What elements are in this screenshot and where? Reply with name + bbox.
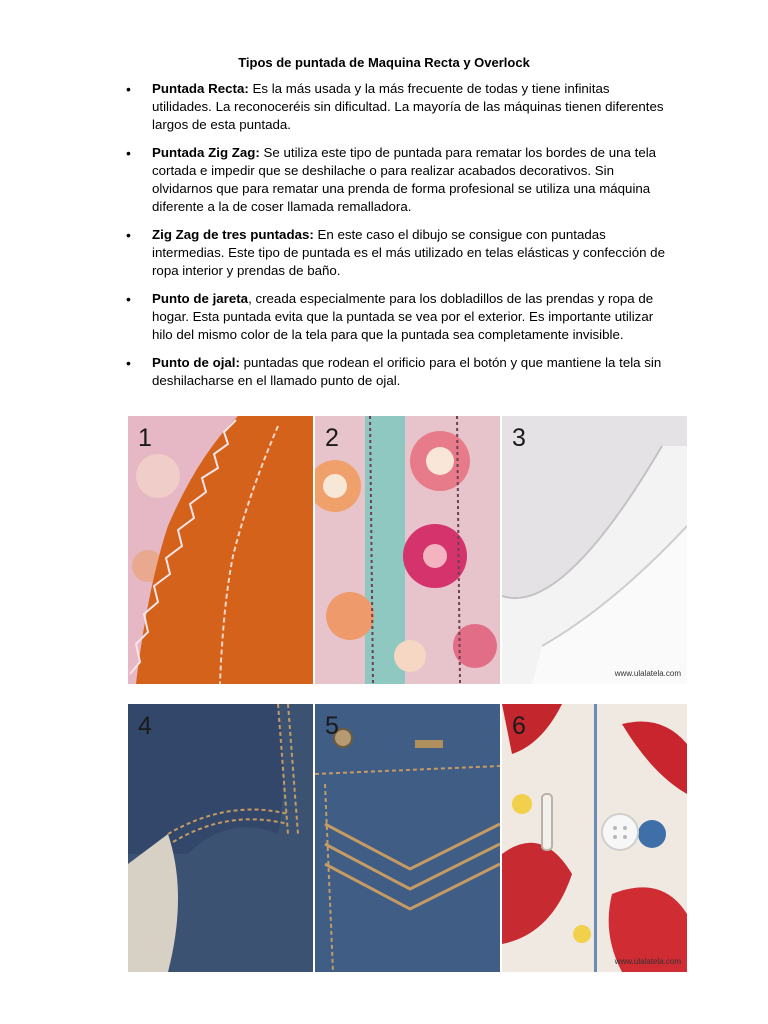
item-text: , creada especialmente para los dobladillos de las prendas y ropa de hogar. Esta puntada evita que la puntada se vea por el exterior. Es importante utilizar hilo del mismo color de la tela para que la puntada sea completamente invisible.	[152, 291, 654, 342]
photo-number: 6	[512, 712, 526, 740]
photo-number: 1	[138, 424, 152, 452]
item-text: Es la más usada y la más frecuente de todas y tiene infinitas utilidades. La reconoceréis sin dificultad. La mayoría de las máquinas tienen diferentes largos de esta puntada.	[152, 81, 664, 132]
photo-number: 2	[325, 424, 339, 452]
stitch-list	[126, 80, 671, 400]
photo-blind-hem	[502, 416, 687, 684]
list-item-zig-zag	[126, 144, 671, 216]
photo-zigzag-three-step	[315, 416, 500, 684]
photo-denim-pocket	[128, 704, 313, 972]
list-item-zig-zag-tres	[126, 226, 671, 280]
photo-zigzag-orange	[128, 416, 313, 684]
photo-number: 4	[138, 712, 152, 740]
document-title: Tipos de puntada de Maquina Recta y Overlock	[238, 55, 530, 70]
bullet-icon: •	[126, 145, 131, 161]
list-item-ojal	[126, 354, 671, 390]
photo-4-illustration	[128, 704, 313, 972]
list-item-puntada-recta	[126, 80, 671, 134]
photo-3-illustration	[502, 416, 687, 684]
item-term: Puntada Recta:	[152, 81, 249, 96]
photo-denim-back-pocket	[315, 704, 500, 972]
bullet-icon: •	[126, 227, 131, 243]
photo-6-illustration	[502, 704, 687, 972]
bullet-icon: •	[126, 355, 131, 371]
bullet-icon: •	[126, 81, 131, 97]
photo-number: 5	[325, 712, 339, 740]
item-term: Puntada Zig Zag:	[152, 145, 260, 160]
photo-2-illustration	[315, 416, 500, 684]
item-term: Punto de jareta	[152, 291, 249, 306]
photo-buttonhole	[502, 704, 687, 972]
item-text: En este caso el dibujo se consigue con puntadas intermedias. Este tipo de puntada es el más utilizado en telas elásticas y confección de ropa interior y prendas de baño.	[152, 227, 665, 278]
photo-grid	[128, 416, 686, 972]
photo-watermark: www.ulalatela.com	[614, 669, 681, 678]
list-item-jareta	[126, 290, 671, 344]
item-term: Zig Zag de tres puntadas:	[152, 227, 314, 242]
photo-5-illustration	[315, 704, 500, 972]
item-term: Punto de ojal:	[152, 355, 240, 370]
photo-1-illustration	[128, 416, 313, 684]
photo-watermark: www.ulalatela.com	[614, 957, 681, 966]
item-text: Se utiliza este tipo de puntada para rematar los bordes de una tela cortada e impedir que se deshilache o para realizar acabados decorativos. Sin olvidarnos que para rematar una prenda de forma profesional se utiliza una máquina diferente a la de coser llamada remalladora.	[152, 145, 657, 214]
item-text: puntadas que rodean el orificio para el botón y que mantiene la tela sin deshilacharse en el llamado punto de ojal.	[152, 355, 662, 388]
bullet-icon: •	[126, 291, 131, 307]
photo-number: 3	[512, 424, 526, 452]
